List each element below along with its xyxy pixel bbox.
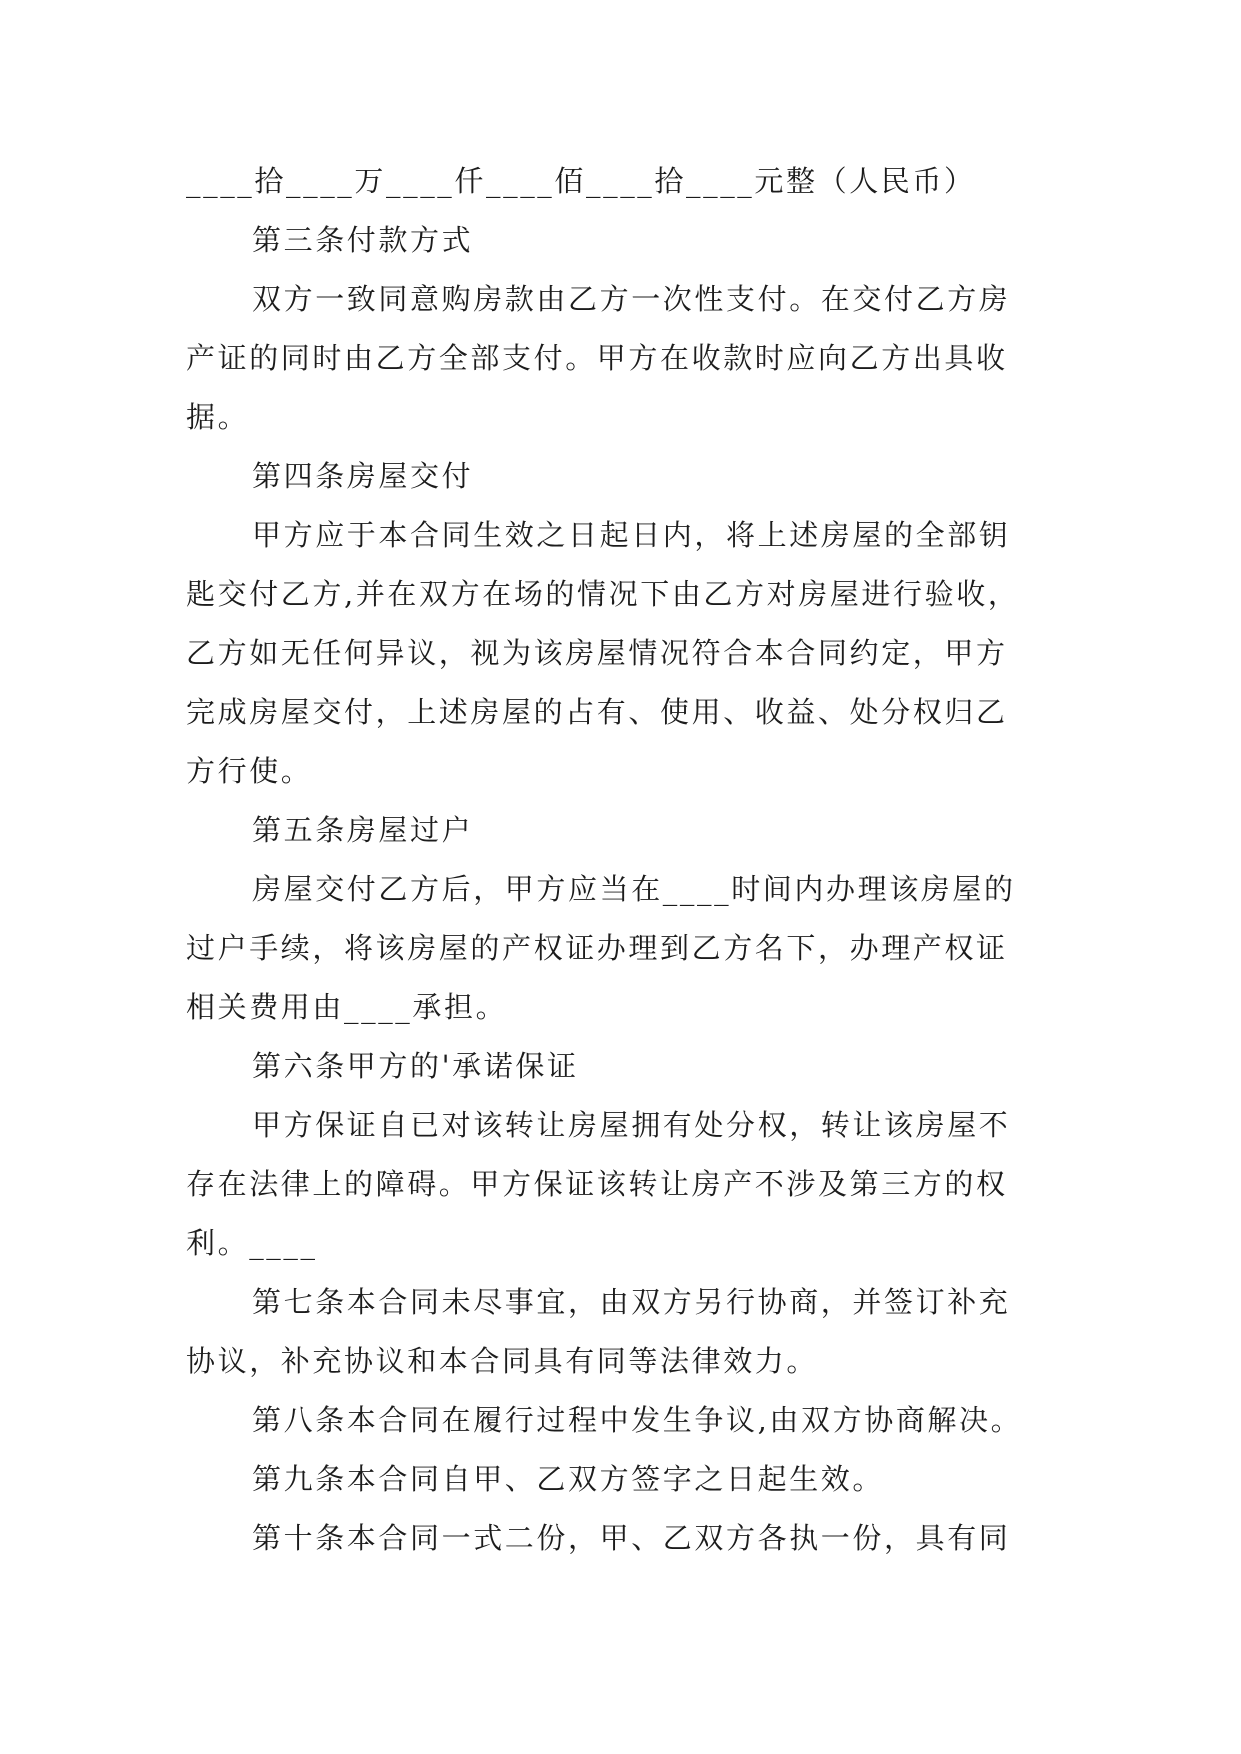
text-line: 存在法律上的障碍。甲方保证该转让房产不涉及第三方的权 (186, 1167, 1008, 1201)
text-line: 方行使。 (186, 754, 313, 788)
text-line: 匙交付乙方,并在双方在场的情况下由乙方对房屋进行验收， (186, 577, 1020, 611)
text-line: 第九条本合同自甲、乙双方签字之日起生效。 (252, 1462, 885, 1496)
text-line: 过户手续，将该房屋的产权证办理到乙方名下，办理产权证 (186, 931, 1008, 965)
clause-heading: 第四条房屋交付 (252, 459, 474, 493)
text-line: 据。 (186, 400, 250, 434)
text-line: 利。____ (186, 1226, 318, 1260)
text-line: 第七条本合同未尽事宜，由双方另行协商，并签订补充 (252, 1285, 1011, 1319)
text-line: 双方一致同意购房款由乙方一次性支付。在交付乙方房 (252, 282, 1011, 316)
clause-heading: 第三条付款方式 (252, 223, 474, 257)
text-line: 第十条本合同一式二份，甲、乙双方各执一份，具有同 (252, 1521, 1011, 1555)
text-line: 甲方保证自已对该转让房屋拥有处分权，转让该房屋不 (252, 1108, 1011, 1142)
text-line: ____拾____万____仟____佰____拾____元整（人民币） (186, 164, 976, 198)
text-line: 乙方如无任何异议，视为该房屋情况符合本合同约定，甲方 (186, 636, 1008, 670)
clause-heading: 第五条房屋过户 (252, 813, 474, 847)
clause-heading: 第六条甲方的'承诺保证 (252, 1049, 579, 1083)
text-line: 产证的同时由乙方全部支付。甲方在收款时应向乙方出具收 (186, 341, 1008, 375)
text-line: 第八条本合同在履行过程中发生争议,由双方协商解决。 (252, 1403, 1023, 1437)
text-line: 相关费用由____承担。 (186, 990, 508, 1024)
text-line: 完成房屋交付，上述房屋的占有、使用、收益、处分权归乙 (186, 695, 1008, 729)
text-line: 协议，补充协议和本合同具有同等法律效力。 (186, 1344, 819, 1378)
text-line: 房屋交付乙方后，甲方应当在____时间内办理该房屋的 (252, 872, 1016, 906)
contract-body (186, 152, 1046, 1568)
text-line: 甲方应于本合同生效之日起日内，将上述房屋的全部钥 (252, 518, 1011, 552)
